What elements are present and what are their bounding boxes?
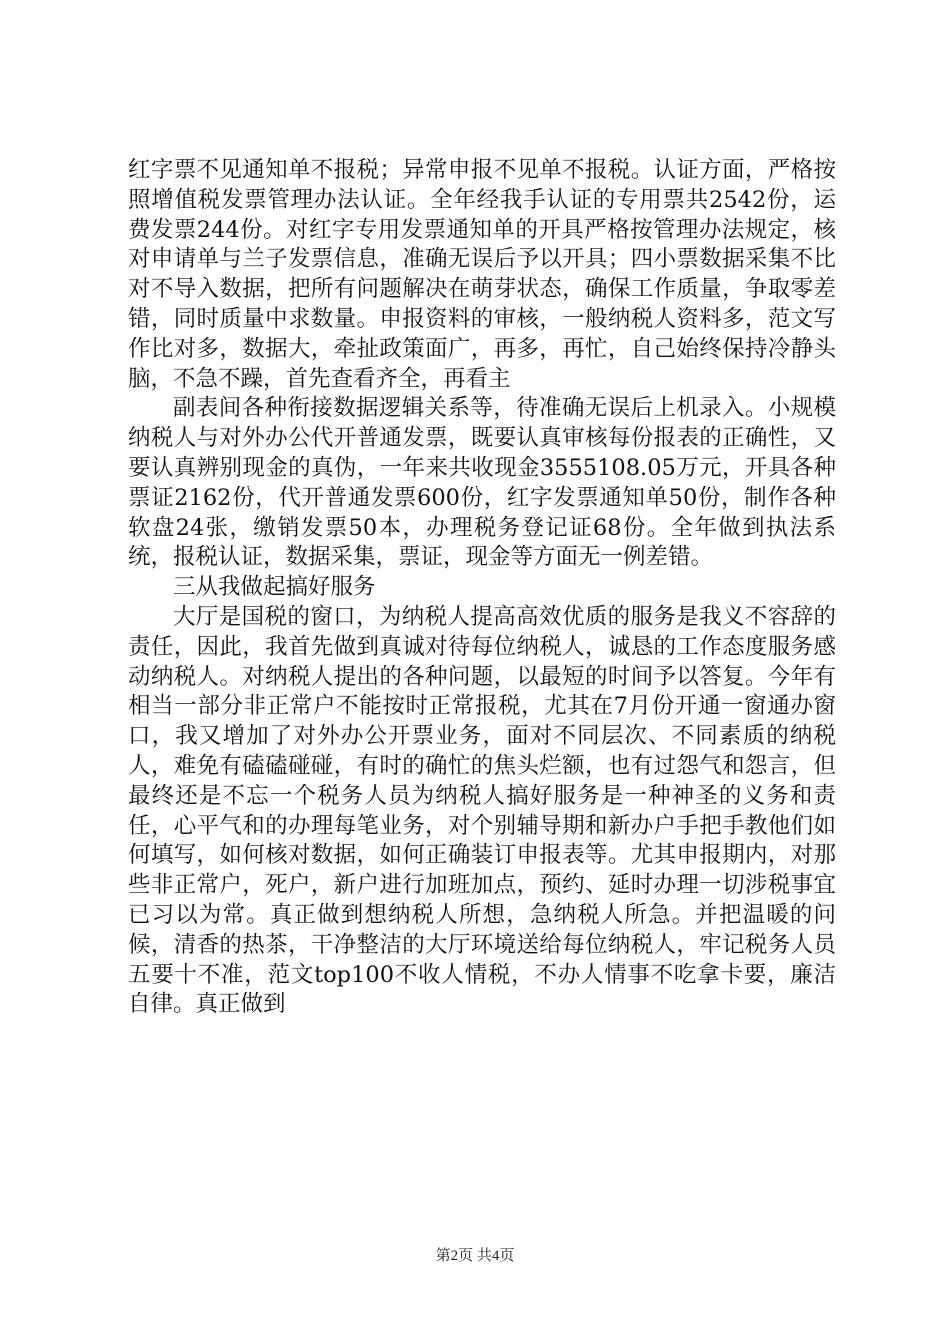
- paragraph-1: 红字票不见通知单不报税；异常申报不见单不报税。认证方面，严格按照增值税发票管理办法认证。全年经我手认证的专用票共2542份，运费发票244份。对红字专用发票通知单的开具严格按管理办法规定，核对申请单与兰子发票信息，准确无误后予以开具；四小票数据采集不比对不导入数据，把所有问题解决在萌芽状态，确保工作质量，争取零差错，同时质量中求数量。申报资料的审核，一般纳税人资料多，范文写作比对多，数据大，牵扯政策面广，再多，再忙，自己始终保持冷静头脑，不急不躁，首先查看齐全，再看主: [128, 157, 836, 392]
- document-body: [128, 156, 836, 1020]
- page-footer: 第2页 共4页: [435, 1248, 515, 1264]
- paragraph-2: 副表间各种衔接数据逻辑关系等，待准确无误后上机录入。小规模纳税人与对外办公代开普通发票，既要认真审核每份报表的正确性，又要认真辨别现金的真伪，一年来共收现金3555108.05万元，开具各种票证2162份，代开普通发票600份，红字发票通知单50份，制作各种软盘24张，缴销发票50本，办理税务登记证68份。全年做到执法系统，报税认证，数据采集，票证，现金等方面无一例差错。: [128, 395, 836, 571]
- section-heading: 三从我做起搞好服务: [173, 574, 376, 601]
- paragraph-3: 大厅是国税的窗口，为纳税人提高高效优质的服务是我义不容辞的责任，因此，我首先做到真诚对待每位纳税人，诚恳的工作态度服务感动纳税人。对纳税人提出的各种问题，以最短的时间予以答复。今年有相当一部分非正常户不能按时正常报税，尤其在7月份开通一窗通办窗口，我又增加了对外办公开票业务，面对不同层次、不同素质的纳税人，难免有磕磕碰碰，有时的确忙的焦头烂额，也有过怨气和怨言，但最终还是不忘一个税务人员为纳税人搞好服务是一种神圣的义务和责任，心平气和的办理每笔业务，对个别辅导期和新办户手把手教他们如何填写，如何核对数据，如何正确装订申报表等。尤其申报期内，对那些非正常户，死户，新户进行加班加点，预约、延时办理一切涉税事宜已习以为常。真正做到想纳税人所想，急纳税人所急。并把温暖的问候，清香的热茶，干净整洁的大厅环境送给每位纳税人，牢记税务人员五要十不准，范文top100不收人情税，不办人情事不吃拿卡要，廉洁自律。真正做到: [128, 603, 836, 1018]
